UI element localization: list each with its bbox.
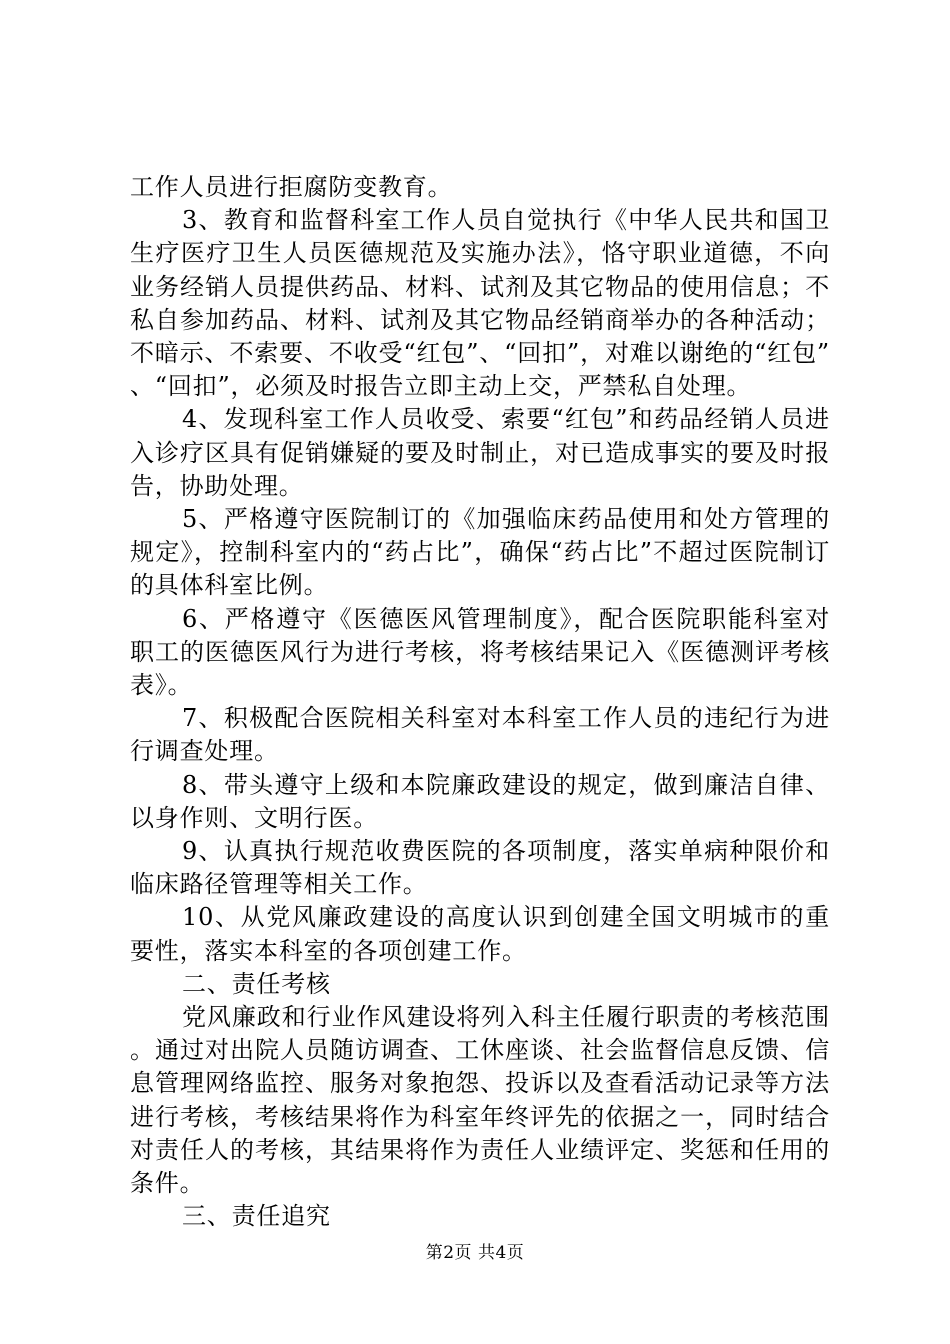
paragraph-0: 工作人员进行拒腐防变教育。 — [130, 173, 453, 201]
page-number-footer: 第2页 共4页 — [425, 1243, 525, 1263]
paragraph-item-4: 4、发现科室工作人员收受、索要“红包”和药品经销人员进入诊疗区具有促销嫌疑的要及时制止，对已造成事实的要及时报告，协助处理。 — [130, 405, 830, 500]
paragraph-item-9: 9、认真执行规范收费医院的各项制度，落实单病种限价和临床路径管理等相关工作。 — [130, 837, 830, 899]
paragraph-item-10: 10、从党风廉政建设的高度认识到创建全国文明城市的重要性，落实本科室的各项创建工作。 — [130, 903, 830, 965]
paragraph-item-8: 8、带头遵守上级和本院廉政建设的规定，做到廉洁自律、以身作则、文明行医。 — [130, 770, 830, 832]
paragraph-item-5: 5、严格遵守医院制订的《加强临床药品使用和处方管理的规定》，控制科室内的“药占比”，确保“药占比”不超过医院制订的具体科室比例。 — [130, 505, 830, 600]
paragraph-item-6: 6、严格遵守《医德医风管理制度》，配合医院职能科室对职工的医德医风行为进行考核，将考核结果记入《医德测评考核表》。 — [130, 604, 830, 700]
paragraph-assessment-body: 党风廉政和行业作风建设将列入科主任履行职责的考核范围。通过对出院人员随访调查、工休座谈、社会监督信息反馈、信息管理网络监控、服务对象抱怨、投诉以及查看活动记录等方法进行考核，考核结果将作为科室年终评先的依据之一，同时结合对责任人的考核，其结果将作为责任人业绩评定、奖惩和任用的条件。 — [130, 1003, 830, 1198]
paragraph-item-7: 7、积极配合医院相关科室对本科室工作人员的违纪行为进行调查处理。 — [130, 704, 830, 766]
paragraph-item-3: 3、教育和监督科室工作人员自觉执行《中华人民共和国卫生疗医疗卫生人员医德规范及实施办法》，恪守职业道德，不向业务经销人员提供药品、材料、试剂及其它物品的使用信息；不私自参加药品、材料、试剂及其它物品经销商举办的各种活动；不暗示、不索要、不收受“红包”、“回扣”，对难以谢绝的“红包”、“回扣”，必须及时报告立即主动上交，严禁私自处理。 — [130, 206, 830, 401]
section-heading-responsibility-assessment: 二、责任考核 — [182, 969, 331, 998]
section-heading-responsibility-accountability: 三、责任追究 — [182, 1202, 331, 1231]
document-body — [130, 171, 830, 1234]
